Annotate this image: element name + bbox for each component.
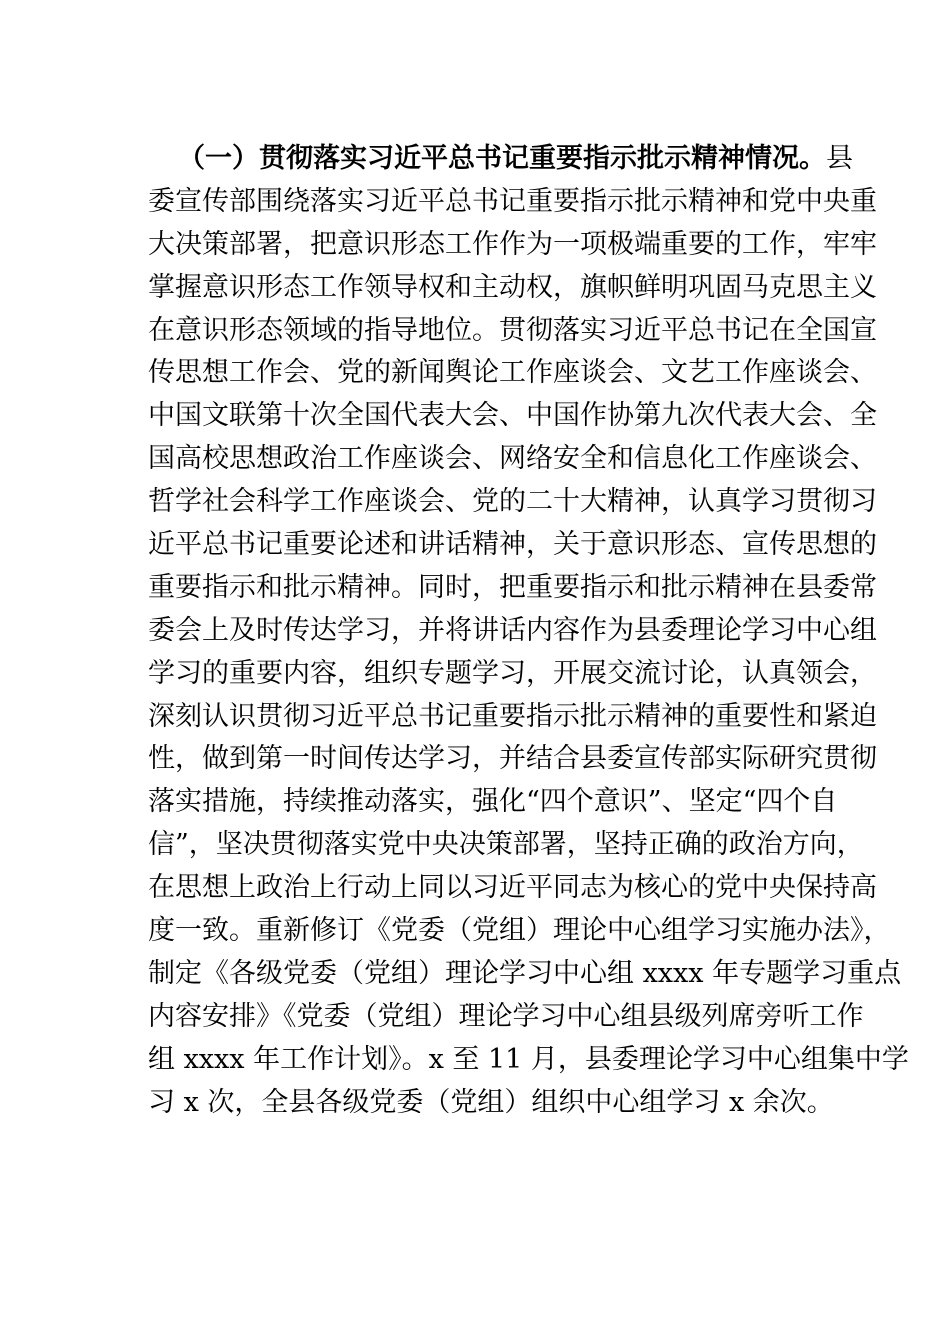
document-page	[148, 138, 909, 1124]
paragraph-line: 组 xxxx 年工作计划》。x 至 11 月，县委理论学习中心组集中学	[148, 1043, 909, 1075]
paragraph-line: 哲学社会科学工作座谈会、党的二十大精神，认真学习贯彻习	[148, 486, 877, 518]
section-heading: （一）贯彻落实习近平总书记重要指示批示精神情况。	[178, 143, 826, 174]
paragraph-line: 委宣传部围绕落实习近平总书记重要指示批示精神和党中央重	[148, 185, 877, 217]
paragraph-line: 委会上及时传达学习，并将讲话内容作为县委理论学习中心组	[148, 614, 877, 646]
paragraph-line: 落实措施，持续推动落实，强化“四个意识”、坚定“四个自	[148, 786, 838, 818]
paragraph-line: 掌握意识形态工作领导权和主动权，旗帜鲜明巩固马克思主义	[148, 271, 877, 303]
paragraph-line: 内容安排》《党委（党组）理论学习中心组县级列席旁听工作	[148, 1000, 864, 1032]
paragraph-line: 性，做到第一时间传达学习，并结合县委宣传部实际研究贯彻	[148, 743, 877, 775]
paragraph-body	[148, 181, 909, 1125]
paragraph-line: 习 x 次，全县各级党委（党组）组织中心组学习 x 余次。	[148, 1086, 834, 1118]
paragraph-line: 近平总书记重要论述和讲话精神，关于意识形态、宣传思想的	[148, 529, 877, 561]
paragraph-line: 在意识形态领域的指导地位。贯彻落实习近平总书记在全国宣	[148, 314, 877, 346]
paragraph-line: 度一致。重新修订《党委（党组）理论中心组学习实施办法》，	[148, 915, 891, 947]
paragraph-line: 重要指示和批示精神。同时，把重要指示和批示精神在县委常	[148, 571, 877, 603]
paragraph-line: 大决策部署，把意识形态工作作为一项极端重要的工作，牢牢	[148, 228, 877, 260]
paragraph-line: 中国文联第十次全国代表大会、中国作协第九次代表大会、全	[148, 400, 877, 432]
paragraph-line: 制定《各级党委（党组）理论学习中心组 xxxx 年专题学习重点	[148, 957, 902, 989]
paragraph-line: 传思想工作会、党的新闻舆论工作座谈会、文艺工作座谈会、	[148, 357, 877, 389]
paragraph-line: 在思想上政治上行动上同以习近平同志为核心的党中央保持高	[148, 872, 877, 904]
paragraph-line: 深刻认识贯彻习近平总书记重要指示批示精神的重要性和紧迫	[148, 700, 877, 732]
paragraph-line: 学习的重要内容，组织专题学习，开展交流讨论，认真领会，	[148, 657, 877, 689]
paragraph-line: 信”，坚决贯彻落实党中央决策部署，坚持正确的政治方向，	[148, 829, 864, 861]
paragraph-line	[148, 138, 853, 181]
paragraph-text: 县	[826, 143, 853, 174]
paragraph-line: 国高校思想政治工作座谈会、网络安全和信息化工作座谈会、	[148, 443, 877, 475]
